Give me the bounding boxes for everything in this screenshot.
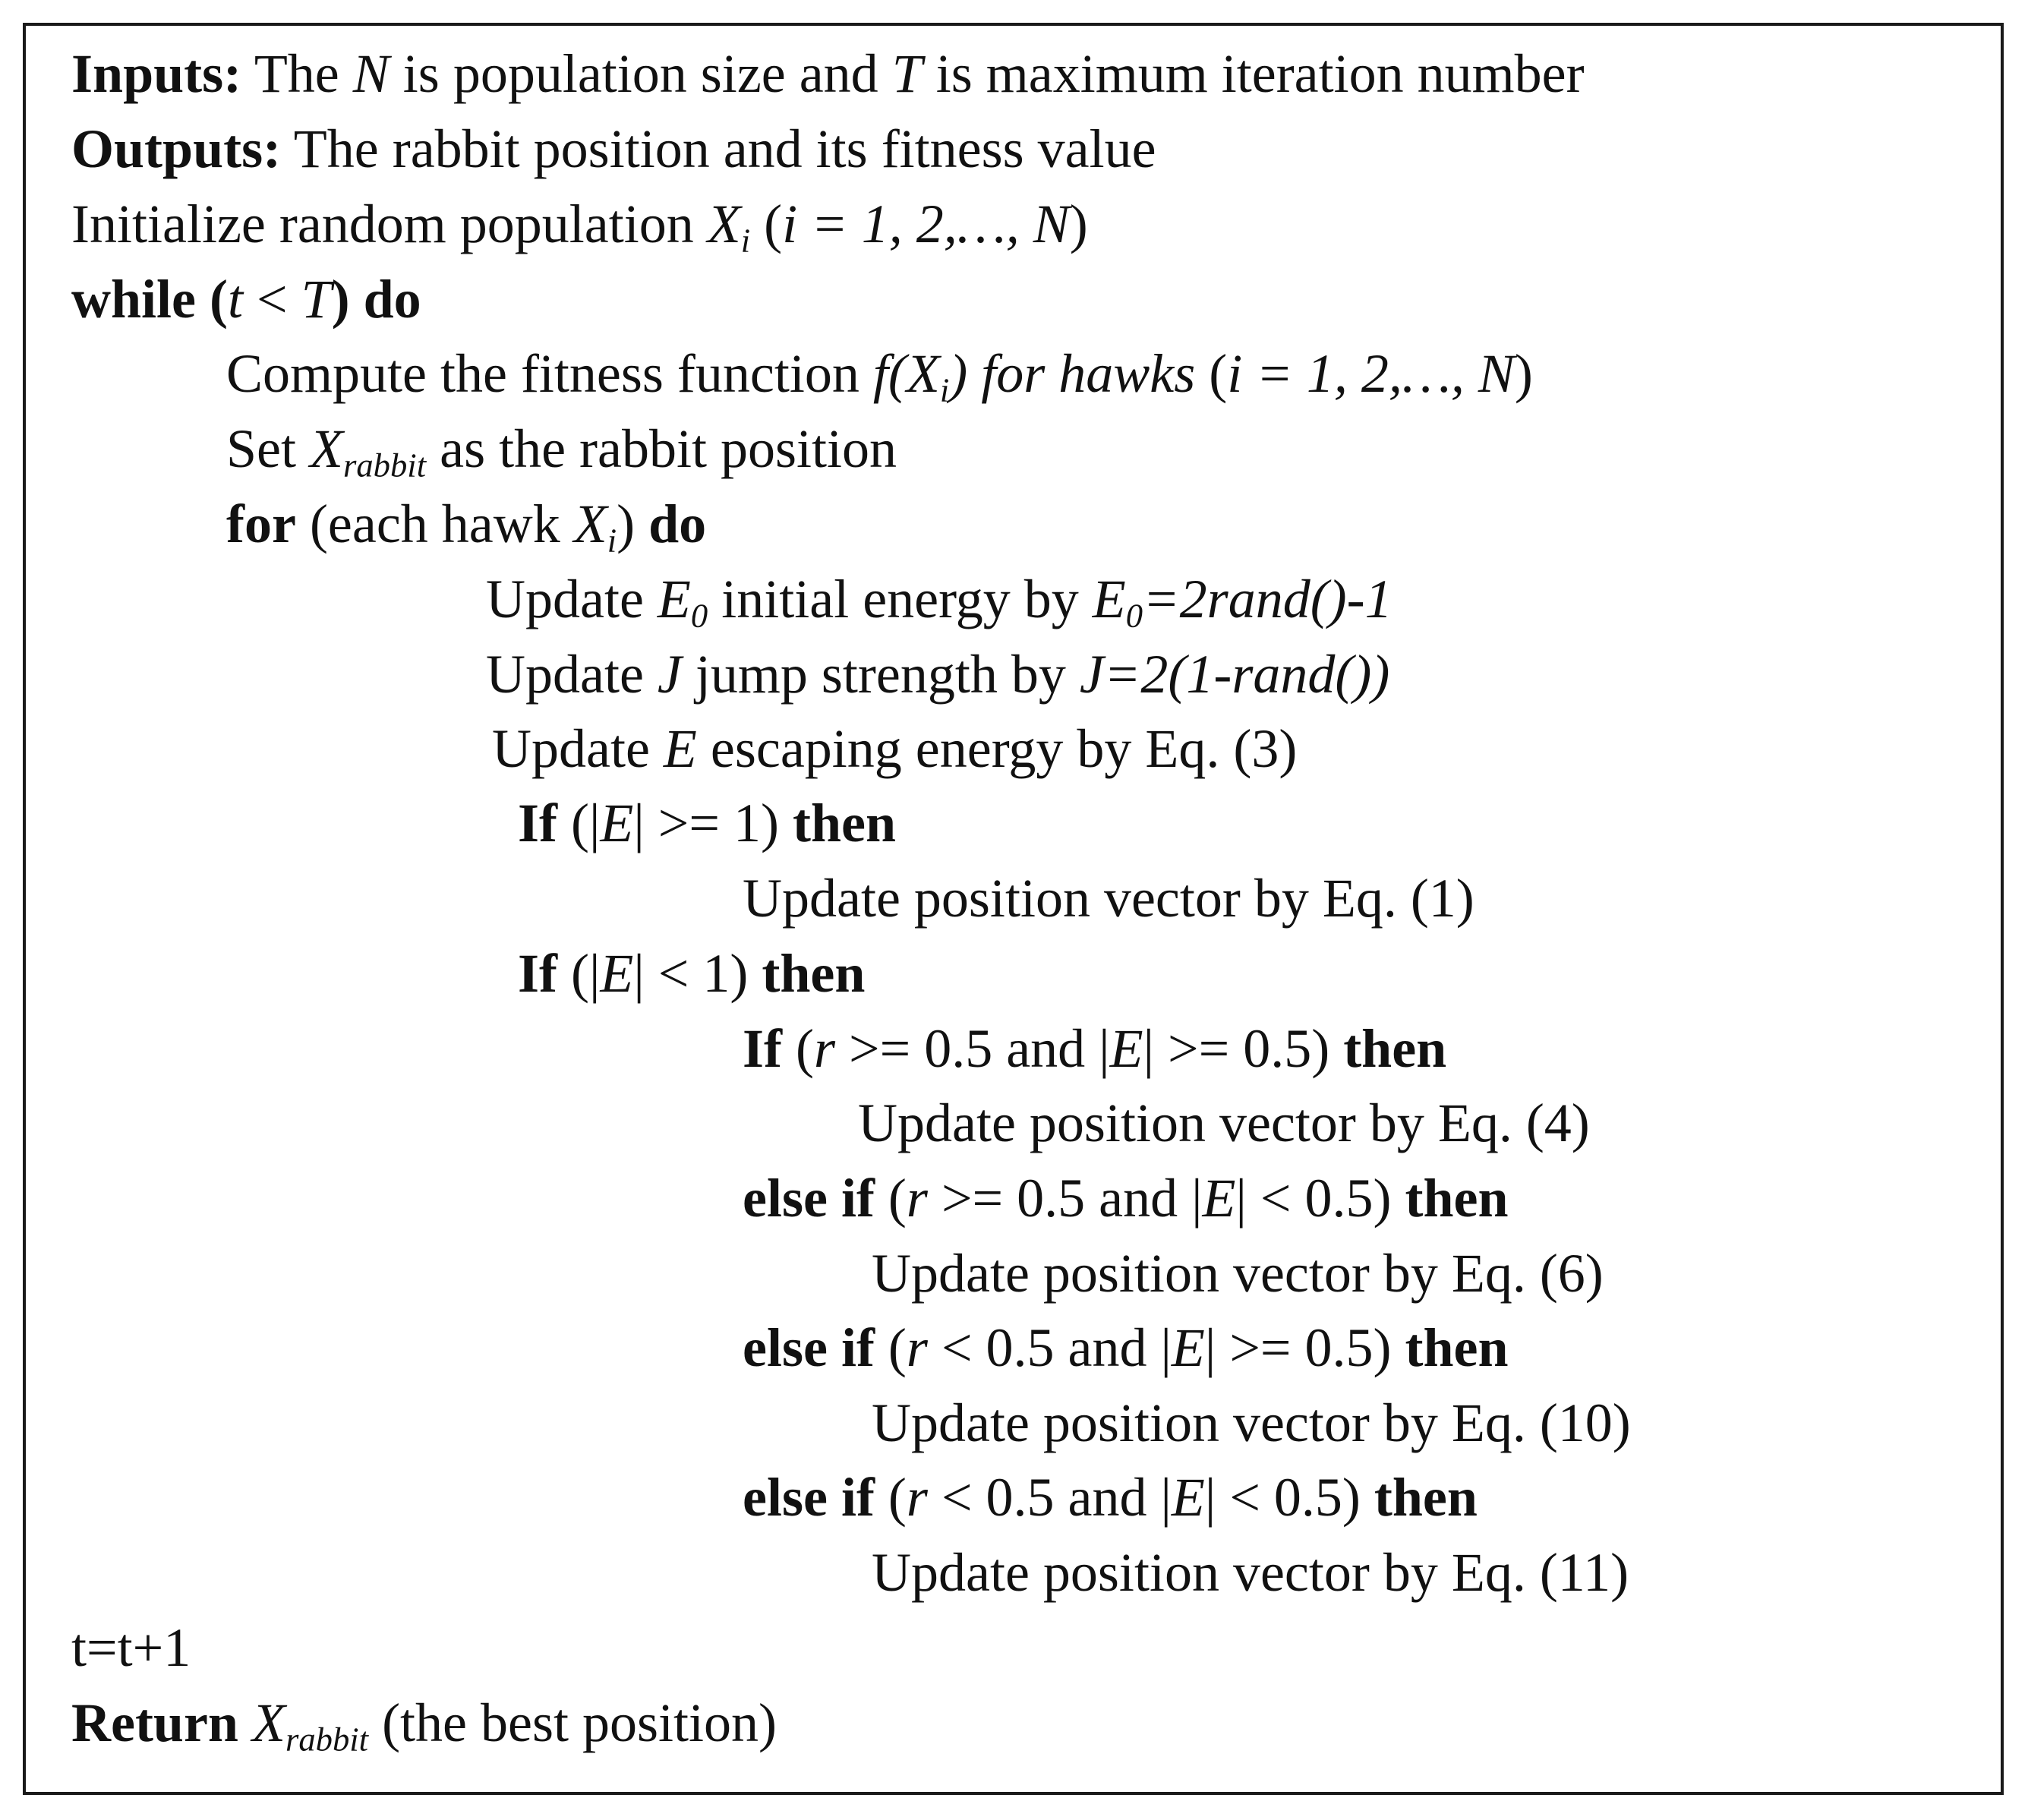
- text: jump strength by: [681, 644, 1080, 705]
- elseif-r-lt-e-lt-line: [743, 1463, 1478, 1531]
- elseif-r-ge-e-lt-line: [743, 1164, 1509, 1232]
- var-t-max: T: [301, 269, 332, 330]
- else-if-keyword: else if: [743, 1168, 875, 1229]
- text: Update position vector by Eq. (1): [743, 868, 1474, 929]
- if-keyword: If: [518, 793, 557, 853]
- subscript: i: [939, 371, 950, 409]
- text: Compute the fitness function: [226, 343, 873, 404]
- update-e0-line: [486, 565, 1392, 633]
- algorithm-box: [23, 23, 2004, 1795]
- text: (: [874, 1168, 907, 1229]
- text: as the rabbit position: [426, 418, 897, 479]
- then-keyword: then: [1405, 1168, 1509, 1229]
- if-keyword: If: [518, 943, 557, 1004]
- text: initial energy by: [708, 569, 1093, 629]
- then-keyword: then: [1405, 1317, 1509, 1378]
- outputs-keyword: Outputs:: [71, 118, 282, 179]
- var-e: E: [657, 569, 691, 629]
- text: (: [874, 1317, 907, 1378]
- text: Update position vector by Eq. (10): [872, 1393, 1631, 1453]
- text: is population size and: [389, 43, 892, 104]
- text: is maximum iteration number: [922, 43, 1585, 104]
- inputs-line: [71, 39, 1585, 108]
- var-e: E: [600, 943, 634, 1004]
- else-if-keyword: else if: [743, 1317, 875, 1378]
- text: escaping energy by Eq. (3): [696, 718, 1298, 779]
- text: >= 0.5 and |: [927, 1168, 1203, 1229]
- var-x: X: [707, 194, 741, 254]
- fitness-fn-end: ) for hawks: [949, 343, 1196, 404]
- update-eq11-line: [872, 1538, 1629, 1607]
- var-x: X: [251, 1692, 285, 1753]
- then-keyword: then: [1374, 1467, 1478, 1528]
- text: (each hawk: [295, 494, 574, 554]
- text: ): [1069, 194, 1088, 254]
- text: | >= 1): [633, 793, 793, 853]
- text: <: [243, 269, 301, 330]
- text: | >= 0.5): [1204, 1317, 1405, 1378]
- text: Update position vector by Eq. (11): [872, 1542, 1629, 1603]
- subscript: i: [607, 521, 617, 560]
- text: (the best position): [368, 1692, 777, 1753]
- do-keyword: ) do: [331, 269, 421, 330]
- for-line: [226, 490, 706, 558]
- subscript: rabbit: [343, 446, 427, 484]
- then-keyword: then: [1343, 1018, 1447, 1079]
- subscript: 0: [690, 596, 708, 635]
- var-r: r: [906, 1467, 928, 1528]
- text: Update: [492, 718, 664, 779]
- update-eq1-line: [743, 864, 1474, 932]
- var-r: r: [906, 1317, 928, 1378]
- text: The rabbit position and its fitness value: [281, 118, 1156, 179]
- var-x: X: [310, 418, 343, 479]
- subscript: rabbit: [285, 1720, 369, 1758]
- text: (: [750, 194, 783, 254]
- text: < 0.5 and |: [927, 1467, 1172, 1528]
- update-e-line: [492, 714, 1297, 783]
- var-e: E: [600, 793, 634, 853]
- while-keyword: while (: [71, 269, 228, 330]
- return-line: [71, 1689, 777, 1757]
- text: Set: [226, 418, 311, 479]
- if-r-ge-e-ge-line: [743, 1014, 1446, 1083]
- outputs-line: [71, 115, 1156, 183]
- then-keyword: then: [762, 943, 866, 1004]
- var-r: r: [906, 1168, 928, 1229]
- inputs-keyword: Inputs:: [71, 43, 242, 104]
- text: ): [1514, 343, 1533, 404]
- var-n: N: [352, 43, 390, 104]
- text: | < 0.5): [1204, 1467, 1374, 1528]
- text: | < 1): [633, 943, 762, 1004]
- var-e: E: [663, 718, 697, 779]
- text: ): [617, 494, 649, 554]
- if-e-ge-1-line: [518, 789, 896, 857]
- update-eq6-line: [872, 1239, 1604, 1307]
- fitness-fn: f(X: [872, 343, 940, 404]
- if-e-lt-1-line: [518, 939, 865, 1008]
- else-if-keyword: else if: [743, 1467, 875, 1528]
- text: (: [782, 1018, 814, 1079]
- formula: J=2(1-rand()): [1079, 644, 1390, 705]
- text: Update position vector by Eq. (4): [858, 1093, 1590, 1153]
- text: Update: [486, 569, 658, 629]
- text: The: [241, 43, 353, 104]
- set-rabbit-line: [226, 415, 897, 483]
- var-t: t: [227, 269, 243, 330]
- update-eq10-line: [872, 1389, 1631, 1457]
- index-range: i = 1, 2,…, N: [782, 194, 1070, 254]
- var-e: E: [1109, 1018, 1143, 1079]
- text: Update position vector by Eq. (6): [872, 1243, 1604, 1304]
- text: >= 0.5 and |: [835, 1018, 1110, 1079]
- var-e: E: [1202, 1168, 1236, 1229]
- formula: =2rand()-1: [1143, 569, 1392, 629]
- text: (|: [557, 793, 601, 853]
- update-eq4-line: [858, 1089, 1590, 1157]
- var-j: J: [657, 644, 682, 705]
- increment-line: [71, 1613, 191, 1682]
- text: < 0.5 and |: [927, 1317, 1172, 1378]
- text: Initialize random population: [71, 194, 708, 254]
- text: (|: [557, 943, 601, 1004]
- text: | >= 0.5): [1143, 1018, 1344, 1079]
- return-keyword: Return: [71, 1692, 238, 1753]
- text: (: [1195, 343, 1228, 404]
- for-keyword: for: [226, 494, 296, 554]
- var-e: E: [1171, 1467, 1205, 1528]
- initialize-line: [71, 190, 1088, 258]
- var-e: E: [1092, 569, 1126, 629]
- var-t: T: [891, 43, 923, 104]
- text: Update: [486, 644, 658, 705]
- update-j-line: [486, 640, 1389, 708]
- text: | < 0.5): [1235, 1168, 1405, 1229]
- text: t=t+1: [71, 1617, 191, 1678]
- then-keyword: then: [792, 793, 897, 853]
- subscript: 0: [1125, 596, 1143, 635]
- subscript: i: [740, 221, 751, 260]
- var-r: r: [813, 1018, 836, 1079]
- if-keyword: If: [743, 1018, 782, 1079]
- compute-fitness-line: [226, 339, 1533, 408]
- elseif-r-lt-e-ge-line: [743, 1314, 1509, 1382]
- text: [238, 1692, 252, 1753]
- do-keyword: do: [648, 494, 707, 554]
- text: (: [874, 1467, 907, 1528]
- var-e: E: [1171, 1317, 1205, 1378]
- while-line: [71, 265, 421, 333]
- var-x: X: [573, 494, 607, 554]
- index-range: i = 1, 2,…, N: [1227, 343, 1515, 404]
